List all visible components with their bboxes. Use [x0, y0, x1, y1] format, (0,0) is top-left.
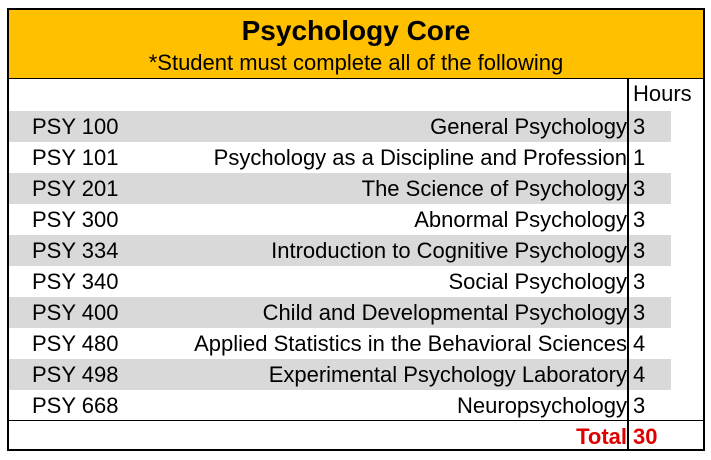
course-hours: 4 — [633, 362, 646, 387]
course-name: The Science of Psychology — [361, 176, 627, 201]
course-hours: 3 — [633, 393, 646, 418]
table-row — [9, 328, 703, 359]
column-header-row — [9, 79, 703, 109]
table-row — [9, 173, 703, 204]
course-name: Abnormal Psychology — [414, 207, 627, 232]
table-row — [9, 266, 703, 297]
table-row — [9, 359, 703, 390]
course-name: Psychology as a Discipline and Profession — [213, 145, 627, 170]
course-hours: 3 — [633, 207, 646, 232]
course-name: Introduction to Cognitive Psychology — [271, 238, 627, 263]
course-hours: 4 — [633, 331, 646, 356]
course-code: PSY 400 — [32, 300, 119, 325]
course-hours: 3 — [633, 176, 646, 201]
course-hours: 3 — [633, 269, 646, 294]
course-code: PSY 100 — [32, 114, 119, 139]
course-name: Child and Developmental Psychology — [262, 300, 627, 325]
table-row — [9, 111, 703, 142]
table-row — [9, 204, 703, 235]
column-divider — [627, 79, 629, 451]
course-code: PSY 201 — [32, 176, 119, 201]
course-code: PSY 340 — [32, 269, 119, 294]
course-code: PSY 668 — [32, 393, 119, 418]
table-row — [9, 390, 703, 421]
total-row — [9, 420, 703, 452]
course-code: PSY 101 — [32, 145, 119, 170]
table-row — [9, 235, 703, 266]
psychology-core-table — [7, 8, 705, 451]
course-name: Experimental Psychology Laboratory — [268, 362, 627, 387]
course-name: Social Psychology — [448, 269, 627, 294]
total-label: Total — [576, 424, 627, 449]
course-code: PSY 300 — [32, 207, 119, 232]
hours-column-header: Hours — [633, 81, 692, 106]
course-name: Applied Statistics in the Behavioral Sciences — [194, 331, 627, 356]
course-code: PSY 480 — [32, 331, 119, 356]
total-value: 30 — [633, 424, 658, 449]
page-title: Psychology Core — [241, 15, 471, 46]
course-hours: 3 — [633, 300, 646, 325]
course-name: General Psychology — [430, 114, 627, 139]
table-row — [9, 297, 703, 328]
course-hours: 1 — [633, 145, 646, 170]
course-name: Neuropsychology — [457, 393, 627, 418]
table-header — [9, 10, 703, 79]
course-code: PSY 498 — [32, 362, 119, 387]
course-hours: 3 — [633, 114, 646, 139]
course-hours: 3 — [633, 238, 646, 263]
subtitle: *Student must complete all of the following — [148, 50, 564, 75]
course-code: PSY 334 — [32, 238, 119, 263]
course-list — [9, 111, 703, 421]
table-row — [9, 142, 703, 173]
